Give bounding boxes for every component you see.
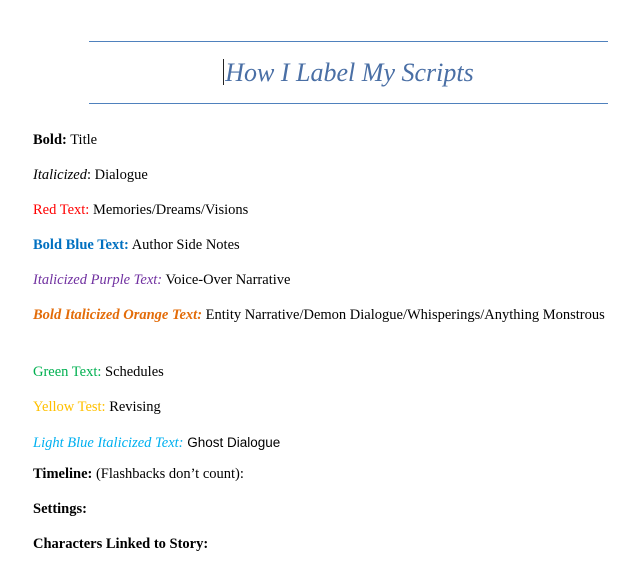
section-value: (Flashbacks don’t count):	[92, 466, 244, 482]
legend-label: Bold Blue Text:	[33, 237, 129, 253]
section-label: Settings:	[33, 501, 87, 517]
section-label: Timeline:	[33, 466, 93, 482]
legend-label: Italicized Purple Text:	[33, 272, 163, 288]
legend-item-green	[33, 362, 623, 383]
document-title[interactable]	[89, 57, 608, 89]
legend-item-red	[33, 200, 623, 221]
legend-item-italicized	[33, 165, 623, 186]
legend-value: Voice-Over Narrative	[162, 272, 291, 288]
legend-value: Memories/Dreams/Visions	[89, 202, 249, 218]
legend-item-yellow	[33, 397, 623, 418]
legend-label: Bold:	[33, 132, 67, 148]
legend-label: Yellow Test:	[33, 399, 106, 415]
legend-item-bold	[33, 130, 623, 151]
title-rule-bottom	[89, 103, 608, 104]
legend-label: Light Blue Italicized Text:	[33, 435, 184, 451]
section-timeline	[33, 464, 623, 485]
section-characters	[33, 534, 623, 555]
legend-item-light-blue	[33, 432, 623, 454]
legend-label: Italicized	[33, 167, 87, 183]
legend-value: Ghost Dialogue	[183, 435, 281, 450]
title-rule-top	[89, 41, 608, 42]
section-settings	[33, 499, 623, 520]
legend-label: Green Text:	[33, 364, 102, 380]
legend-value: Title	[66, 132, 98, 148]
legend-item-bold-italic-orange	[33, 305, 623, 326]
legend-value: Author Side Notes	[128, 237, 240, 253]
document-title-text: How I Label My Scripts	[225, 58, 474, 87]
legend-label: Bold Italicized Orange Text:	[33, 307, 203, 323]
legend-value: Entity Narrative/Demon Dialogue/Whisperings/Anything Monstrous	[202, 307, 605, 323]
legend-value: : Dialogue	[86, 167, 148, 183]
legend-value: Revising	[105, 399, 161, 415]
legend-item-italic-purple	[33, 270, 623, 291]
legend-item-bold-blue	[33, 235, 623, 256]
section-label: Characters Linked to Story:	[33, 536, 209, 552]
legend-value: Schedules	[101, 364, 164, 380]
legend-label: Red Text:	[33, 202, 90, 218]
